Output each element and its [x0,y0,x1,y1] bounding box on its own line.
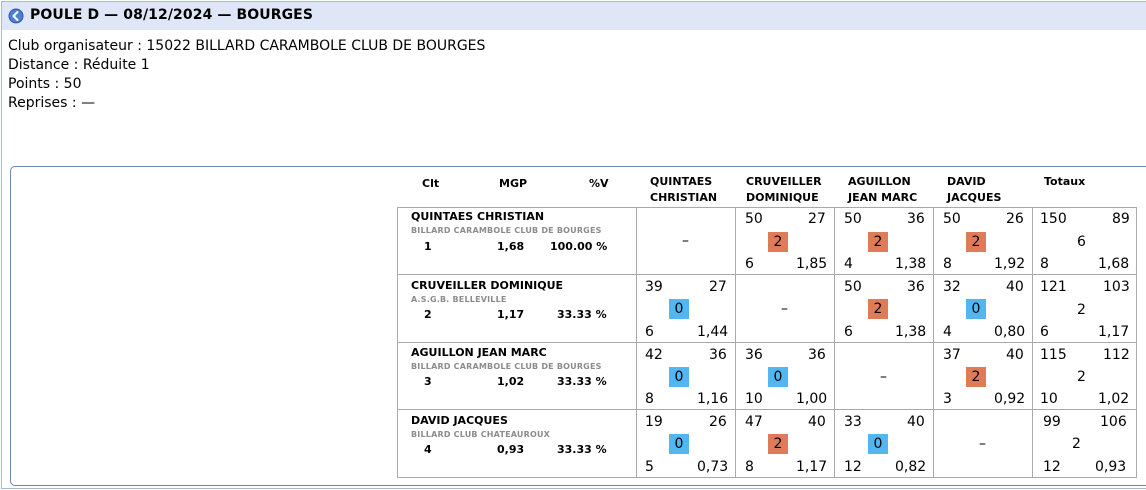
self-match-dash: – [880,369,887,385]
match-reprises: 4 [844,256,853,272]
player-rank: 1 [424,240,432,253]
player-mgp: 1,17 [497,308,525,321]
col-header-opp2-l2: DOMINIQUE [746,191,819,204]
match-average: 1,85 [796,256,828,272]
total-average: 1,17 [1098,324,1130,340]
player-name: QUINTAES CHRISTIAN [411,210,545,223]
grid-line [397,342,1137,343]
grid-line [834,207,835,478]
match-reprises: 8 [943,256,952,272]
player-win-pct: 100.00 % [550,240,608,253]
match-reprises: 6 [844,324,853,340]
page-title: POULE D — 08/12/2024 — BOURGES [30,7,314,23]
total-opponent-points: 112 [1103,347,1130,363]
col-header-opp1-l1: QUINTAES [650,175,713,188]
col-header-clt: Clt [422,177,440,190]
match-score-badge: 0 [669,367,689,387]
match-points: 36 [745,347,763,363]
match-points: 33 [844,414,862,430]
self-match-dash: – [979,436,986,452]
match-average: 1,44 [697,324,729,340]
match-reprises: 10 [745,391,763,407]
match-points: 42 [645,347,663,363]
col-header-opp1-l2: CHRISTIAN [650,191,718,204]
player-rank: 2 [424,308,432,321]
match-average: 0,92 [994,391,1026,407]
match-opponent-points: 36 [907,279,925,295]
match-points: 37 [943,347,961,363]
points: Points : 50 [8,76,82,92]
self-match-dash: – [781,301,788,317]
match-score-badge: 0 [768,367,788,387]
player-name: AGUILLON JEAN MARC [411,346,547,359]
grid-line [397,409,1137,410]
player-club: BILLARD CARAMBOLE CLUB DE BOURGES [411,226,602,235]
match-points: 50 [745,211,763,227]
match-average: 1,38 [895,256,927,272]
grid-line [397,274,1137,275]
match-reprises: 12 [844,459,862,475]
total-score: 2 [1077,302,1086,318]
player-win-pct: 33.33 % [557,443,607,456]
match-opponent-points: 36 [907,211,925,227]
match-score-badge: 0 [669,299,689,319]
match-opponent-points: 40 [907,414,925,430]
match-reprises: 5 [645,459,654,475]
grid-line [1136,207,1137,478]
match-points: 39 [645,279,663,295]
match-reprises: 4 [943,324,952,340]
total-average: 1,02 [1098,391,1130,407]
total-opponent-points: 106 [1100,414,1127,430]
total-points: 99 [1043,414,1061,430]
col-header-opp3-l2: JEAN MARC [848,191,918,204]
player-win-pct: 33.33 % [557,308,607,321]
match-opponent-points: 40 [1006,279,1024,295]
match-opponent-points: 27 [709,279,727,295]
total-reprises: 10 [1040,391,1058,407]
player-rank: 3 [424,375,432,388]
distance: Distance : Réduite 1 [8,57,150,73]
match-average: 1,92 [994,256,1026,272]
player-mgp: 0,93 [497,443,525,456]
match-average: 1,38 [895,324,927,340]
grid-line [1032,207,1033,478]
player-club: BILLARD CARAMBOLE CLUB DE BOURGES [411,362,602,371]
club-organisateur: Club organisateur : 15022 BILLARD CARAMBOLE CLUB DE BOURGES [8,38,486,54]
match-points: 19 [645,414,663,430]
grid-line [735,207,736,478]
match-average: 0,82 [895,459,927,475]
col-header-pv: %V [589,177,609,190]
grid-line [933,207,934,478]
match-score-badge: 0 [966,299,986,319]
player-name: CRUVEILLER DOMINIQUE [411,279,564,292]
col-header-opp3-l1: AGUILLON [848,175,911,188]
back-arrow-icon[interactable] [8,8,24,24]
match-opponent-points: 27 [808,211,826,227]
total-average: 1,68 [1098,256,1130,272]
match-points: 50 [943,211,961,227]
match-opponent-points: 40 [1006,347,1024,363]
total-reprises: 8 [1040,256,1049,272]
match-points: 50 [844,211,862,227]
player-club: BILLARD CLUB CHATEAUROUX [411,430,551,439]
player-club: A.S.G.B. BELLEVILLE [411,295,507,304]
match-score-badge: 2 [966,232,986,252]
match-score-badge: 2 [868,299,888,319]
player-mgp: 1,68 [497,240,525,253]
total-score: 2 [1072,436,1081,452]
results-panel [10,166,1146,486]
total-points: 115 [1040,347,1067,363]
grid-line [397,207,398,478]
total-average: 0,93 [1095,459,1127,475]
col-header-opp4-l2: JACQUES [947,191,1002,204]
total-score: 6 [1077,234,1086,250]
reprises: Reprises : — [8,95,96,111]
match-score-badge: 2 [868,232,888,252]
match-average: 1,16 [697,391,729,407]
col-header-totals: Totaux [1044,175,1086,188]
col-header-opp4-l1: DAVID [947,175,986,188]
total-opponent-points: 103 [1103,279,1130,295]
match-opponent-points: 36 [709,347,727,363]
match-reprises: 6 [745,256,754,272]
match-opponent-points: 26 [709,414,727,430]
col-header-opp2-l1: CRUVEILLER [746,175,822,188]
match-reprises: 3 [943,391,952,407]
total-reprises: 12 [1043,459,1061,475]
match-score-badge: 2 [768,232,788,252]
match-reprises: 8 [645,391,654,407]
match-opponent-points: 26 [1006,211,1024,227]
total-points: 150 [1040,211,1067,227]
match-points: 47 [745,414,763,430]
match-average: 0,80 [994,324,1026,340]
total-opponent-points: 89 [1112,211,1130,227]
match-average: 1,17 [796,459,828,475]
match-opponent-points: 36 [808,347,826,363]
match-average: 0,73 [697,459,729,475]
player-rank: 4 [424,443,432,456]
match-points: 50 [844,279,862,295]
col-header-mgp: MGP [499,177,528,190]
total-reprises: 6 [1040,324,1049,340]
match-reprises: 6 [645,324,654,340]
player-mgp: 1,02 [497,375,525,388]
player-name: DAVID JACQUES [411,414,508,427]
match-average: 1,00 [796,391,828,407]
match-score-badge: 0 [669,434,689,454]
competition-info [8,37,485,113]
player-win-pct: 33.33 % [557,375,607,388]
match-points: 32 [943,279,961,295]
grid-line [397,207,1137,208]
match-score-badge: 2 [966,367,986,387]
grid-line [397,477,1137,478]
total-points: 121 [1040,279,1067,295]
total-score: 2 [1077,369,1086,385]
match-reprises: 8 [745,459,754,475]
match-score-badge: 0 [868,434,888,454]
match-opponent-points: 40 [808,414,826,430]
match-score-badge: 2 [768,434,788,454]
grid-line [636,207,637,478]
self-match-dash: – [682,233,689,249]
